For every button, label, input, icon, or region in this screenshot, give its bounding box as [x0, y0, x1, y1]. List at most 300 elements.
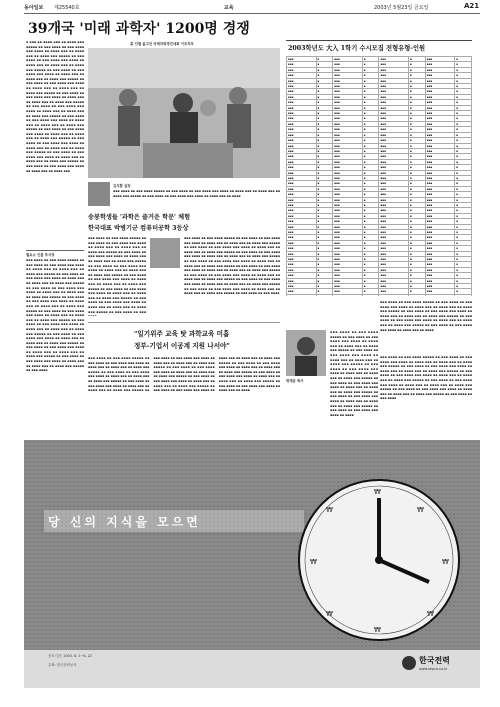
table-cell: ▪ — [362, 100, 379, 105]
table-cell: ▪ — [409, 219, 426, 224]
table-cell: ▪ — [409, 251, 426, 256]
table-cell — [455, 294, 472, 296]
table-cell: ▪▪▪ — [287, 251, 317, 256]
table-cell: ▪▪▪ — [287, 105, 317, 110]
table-cell: ▪ — [362, 235, 379, 240]
table-cell: ▪▪▪ — [379, 159, 409, 164]
issue-date: 2003년 5월23일 금요일 — [374, 5, 429, 11]
table-cell: ▪▪▪ — [287, 154, 317, 159]
table-cell: ▪ — [455, 89, 472, 94]
column-label: 월요소 인물 투서장 — [26, 250, 84, 257]
table-cell: ▪ — [362, 127, 379, 132]
table-cell: ▪▪▪ — [379, 192, 409, 197]
table-cell — [333, 294, 363, 296]
table-cell: ▪ — [409, 181, 426, 186]
table-cell: ▪ — [316, 175, 333, 180]
interview-photo-caption: 명재윤 박사 — [286, 379, 304, 383]
table-cell — [425, 294, 455, 296]
table-cell: ▪▪▪ — [379, 230, 409, 235]
table-cell: ▪▪▪ — [287, 224, 317, 229]
table-cell: ▪▪▪ — [425, 100, 455, 105]
table-cell: ▪▪▪ — [379, 186, 409, 191]
table-cell: ▪ — [409, 148, 426, 153]
table-cell: ▪▪▪ — [379, 240, 409, 245]
table-cell: ▪▪▪ — [425, 165, 455, 170]
table-cell: ▪ — [455, 143, 472, 148]
table-cell: ▪ — [362, 170, 379, 175]
svg-text:₩: ₩ — [427, 610, 434, 618]
table-cell: ▪▪▪ — [287, 197, 317, 202]
table-cell: ▪▪▪ — [425, 67, 455, 72]
table-cell: ▪ — [409, 84, 426, 89]
ad-brand: 한국전력 — [419, 655, 450, 665]
table-cell: ▪▪▪ — [333, 224, 363, 229]
table-cell: ▪ — [362, 121, 379, 126]
table-cell: ▪ — [316, 127, 333, 132]
table-cell: ▪ — [409, 257, 426, 262]
table-cell: ▪▪▪ — [379, 208, 409, 213]
table-cell: ▪▪▪ — [425, 235, 455, 240]
inset-portrait — [150, 238, 180, 268]
table-cell: ▪▪▪ — [287, 73, 317, 78]
table-cell: ▪▪▪ — [379, 273, 409, 278]
table-cell: ▪ — [316, 84, 333, 89]
table-cell: ▪ — [409, 208, 426, 213]
table-cell: ▪▪▪ — [287, 170, 317, 175]
table-cell: ▪ — [455, 224, 472, 229]
section-divider — [88, 322, 280, 323]
table-cell: ▪▪▪ — [333, 89, 363, 94]
table-cell: ▪ — [455, 208, 472, 213]
table-cell: ▪ — [409, 73, 426, 78]
table-cell: ▪ — [362, 78, 379, 83]
table-cell: ▪ — [409, 165, 426, 170]
paper-name: 동아일보 — [24, 5, 44, 11]
ad-info-2: 주최: 한국전력공사 — [48, 663, 77, 667]
table-cell: ▪ — [455, 213, 472, 218]
svg-text:₩: ₩ — [374, 488, 381, 496]
table-cell: ▪ — [455, 67, 472, 72]
table-cell: ▪▪▪ — [287, 159, 317, 164]
table-cell: ▪▪▪ — [333, 116, 363, 121]
table-cell: ▪▪▪ — [379, 284, 409, 289]
table-cell: ▪ — [409, 127, 426, 132]
table-cell: ▪▪▪ — [379, 165, 409, 170]
table-cell: ▪ — [362, 181, 379, 186]
table-cell: ▪ — [316, 230, 333, 235]
table-cell: ▪ — [316, 165, 333, 170]
table-cell: ▪▪▪ — [425, 143, 455, 148]
table-cell: ▪ — [409, 170, 426, 175]
table-cell: ▪▪▪ — [287, 84, 317, 89]
table-cell: ▪ — [362, 230, 379, 235]
table-cell: ▪▪▪ — [379, 267, 409, 272]
table-cell: ▪▪▪ — [287, 213, 317, 218]
table-cell: ▪ — [362, 197, 379, 202]
table-cell: ▪▪▪ — [425, 105, 455, 110]
table-cell: ▪▪▪ — [379, 289, 409, 294]
table-cell: ▪ — [316, 186, 333, 191]
table-cell: ▪▪▪ — [333, 67, 363, 72]
table-cell: ▪ — [409, 175, 426, 180]
edition-number: 제25540호 — [54, 5, 80, 11]
table-cell: ▪ — [316, 73, 333, 78]
lead-headline: 39개국 '미래 과학자' 1200명 경쟁 — [28, 21, 250, 37]
table-cell: ▪ — [316, 78, 333, 83]
table-cell: ▪ — [409, 230, 426, 235]
table-cell: ▪▪▪ — [379, 224, 409, 229]
table-cell: ▪▪▪ — [425, 94, 455, 99]
column-text: ▪▪▪ ▪▪▪▪ ▪▪ ▪▪▪ ▪▪▪▪ ▪▪▪▪▪ ▪▪ ▪▪▪ ▪▪▪▪ ▪▪ ▪▪▪ ▪▪▪▪ ▪▪▪ ▪▪▪▪ ▪▪ ▪▪▪▪ ▪▪▪ ▪▪ ▪▪▪▪ ▪▪▪ ▪▪ ▪▪▪▪ ▪▪▪ ▪▪▪▪▪ ▪▪ ▪▪▪ ▪▪▪▪ ▪▪ ▪▪▪ ▪▪▪▪ ▪▪▪ ▪▪▪▪ ▪▪ ▪▪▪▪ ▪▪▪ ▪▪ ▪▪▪▪ ▪▪▪ ▪▪ ▪▪▪▪ ▪▪▪ ▪▪▪▪▪ ▪▪ ▪▪▪ ▪▪▪▪ ▪▪ ▪▪▪ ▪▪▪▪ ▪▪▪ ▪▪▪▪ ▪▪ ▪▪▪▪ ▪▪▪ ▪▪ ▪▪▪▪ ▪▪▪ ▪▪ ▪▪▪▪ ▪▪▪ ▪▪▪▪▪ ▪▪ ▪▪▪ ▪▪▪▪ ▪▪ ▪▪▪ ▪▪▪▪ ▪▪▪ ▪▪▪▪ ▪▪ ▪▪▪▪ ▪▪▪ ▪▪ ▪▪▪▪ ▪▪▪ ▪▪ ▪▪▪▪ ▪▪▪ ▪▪▪▪▪ ▪▪ ▪▪▪ ▪▪▪▪ ▪▪ ▪▪▪ ▪▪▪▪ ▪▪▪ ▪▪▪▪ ▪▪ ▪▪▪▪ ▪▪▪ ▪▪ ▪▪▪▪ ▪▪▪ ▪▪ ▪▪▪▪ ▪▪▪ ▪▪▪▪▪ ▪▪ ▪▪▪ ▪▪▪▪ ▪▪ ▪▪▪ ▪▪▪▪ ▪▪▪ ▪▪▪▪ ▪▪ ▪▪▪▪ ▪▪▪ ▪▪ ▪▪▪▪ ▪▪▪ ▪▪ ▪▪▪▪ ▪▪▪ ▪▪▪▪▪ ▪▪ ▪▪▪ ▪▪▪▪ ▪▪ ▪▪▪ ▪▪▪▪ ▪▪▪ ▪▪▪▪ ▪▪ ▪▪▪▪ ▪▪▪ ▪▪ ▪▪▪▪ ▪▪▪ ▪▪ ▪▪▪▪ ▪▪▪ ▪▪▪▪▪ ▪▪ ▪▪▪ ▪▪▪▪ ▪▪ ▪▪▪ ▪▪▪▪ ▪▪▪ ▪▪▪▪ ▪▪ ▪▪▪▪ ▪▪▪ ▪▪ ▪▪▪▪ ▪▪▪ ▪▪ ▪▪▪▪ ▪▪▪ ▪▪▪▪▪ ▪▪ ▪▪▪ ▪▪▪▪ ▪▪ ▪▪▪ ▪▪▪▪ ▪▪▪ ▪▪▪▪ ▪▪ ▪▪▪▪ ▪▪▪ ▪▪ ▪▪▪▪ ▪▪▪ ▪▪ ▪▪▪▪ ▪▪▪ ▪▪▪▪▪ ▪▪ ▪▪▪ ▪▪▪▪ — [26, 258, 84, 373]
table-cell: ▪ — [455, 132, 472, 137]
table-cell: ▪ — [409, 278, 426, 283]
table-cell: ▪ — [316, 235, 333, 240]
table-cell: ▪▪▪ — [425, 289, 455, 294]
table-cell: ▪▪▪ — [379, 57, 409, 62]
table-cell: ▪▪▪ — [333, 192, 363, 197]
table-cell: ▪▪▪ — [287, 273, 317, 278]
table-cell: ▪▪▪ — [287, 235, 317, 240]
table-cell: ▪▪▪ — [333, 197, 363, 202]
table-cell: ▪ — [362, 257, 379, 262]
table-cell: ▪ — [316, 57, 333, 62]
table-cell: ▪▪▪ — [287, 289, 317, 294]
interview-portrait — [286, 330, 326, 376]
table-cell: ▪ — [409, 240, 426, 245]
table-cell: ▪ — [316, 208, 333, 213]
table-cell: ▪▪▪ — [287, 208, 317, 213]
admissions-table — [286, 56, 472, 296]
table-cell: ▪▪▪ — [379, 143, 409, 148]
table-cell: ▪▪▪ — [287, 181, 317, 186]
table-cell: ▪▪▪ — [425, 186, 455, 191]
table-cell: ▪▪▪ — [425, 89, 455, 94]
table-cell: ▪ — [409, 143, 426, 148]
table-cell: ▪ — [316, 246, 333, 251]
table-cell: ▪ — [409, 62, 426, 67]
table-cell: ▪▪▪ — [287, 240, 317, 245]
table-cell: ▪▪▪ — [333, 170, 363, 175]
table-cell: ▪ — [362, 192, 379, 197]
lead-article-column: ▪ ▪▪▪ ▪▪ ▪▪▪▪ ▪▪▪ ▪▪ ▪▪▪▪ ▪▪▪ ▪▪▪▪▪ ▪▪ ▪▪▪ ▪▪▪▪ ▪▪ ▪▪▪ ▪▪▪▪ ▪▪▪ ▪▪▪▪ ▪▪ ▪▪▪▪ ▪▪▪ ▪▪ ▪▪▪▪ ▪▪▪ ▪▪ ▪▪▪▪ ▪▪▪ ▪▪▪▪▪ ▪▪ ▪▪▪ ▪▪▪▪ ▪▪ ▪▪▪ ▪▪▪▪ ▪▪▪ ▪▪▪▪ ▪▪ ▪▪▪▪ ▪▪▪ ▪▪ ▪▪▪▪ ▪▪▪ ▪▪ ▪▪▪▪ ▪▪▪ ▪▪▪▪▪ ▪▪ ▪▪▪ ▪▪▪▪ ▪▪ ▪▪▪ ▪▪▪▪ ▪▪▪ ▪▪▪▪ ▪▪ ▪▪▪▪ ▪▪▪ ▪▪ ▪▪▪▪ ▪▪▪ ▪▪ ▪▪▪▪ ▪▪▪ ▪▪▪▪▪ ▪▪ ▪▪▪ ▪▪▪▪ ▪▪ ▪▪▪ ▪▪▪▪ ▪▪▪ ▪▪▪▪ ▪▪ ▪▪▪▪ ▪▪▪ ▪▪ ▪▪▪▪ ▪▪▪ ▪▪ ▪▪▪▪ ▪▪▪ ▪▪▪▪▪ ▪▪ ▪▪▪ ▪▪▪▪ ▪▪ ▪▪▪ ▪▪▪▪ ▪▪▪ ▪▪▪▪ ▪▪ ▪▪▪▪ ▪▪▪ ▪▪ ▪▪▪▪ ▪▪▪ ▪▪ ▪▪▪▪ ▪▪▪ ▪▪▪▪▪ ▪▪ ▪▪▪ ▪▪▪▪ ▪▪ ▪▪▪ ▪▪▪▪ ▪▪▪ ▪▪▪▪ ▪▪ ▪▪▪▪ ▪▪▪ ▪▪ ▪▪▪▪ ▪▪▪ ▪▪ ▪▪▪▪ ▪▪▪ ▪▪▪▪▪ ▪▪ ▪▪▪ ▪▪▪▪ ▪▪ ▪▪▪ ▪▪▪▪ ▪▪▪ ▪▪▪▪ ▪▪ ▪▪▪▪ ▪▪▪ ▪▪ ▪▪▪▪ ▪▪▪ ▪▪ ▪▪▪▪ ▪▪▪ ▪▪▪▪▪ ▪▪ ▪▪▪ ▪▪▪▪ ▪▪ ▪▪▪ ▪▪▪▪ ▪▪▪ ▪▪▪▪ ▪▪ ▪▪▪▪ ▪▪▪ ▪▪ ▪▪▪▪ ▪▪▪ ▪▪ ▪▪▪▪ ▪▪▪ ▪▪▪▪▪ ▪▪ ▪▪▪ ▪▪▪▪ ▪▪ ▪▪▪ ▪▪▪▪ ▪▪▪ ▪▪▪▪ ▪▪ ▪▪▪▪ ▪▪▪ ▪▪ ▪▪▪▪ ▪▪▪ ▪▪ ▪▪▪▪ ▪▪▪ ▪▪▪▪▪ ▪▪ ▪▪▪ ▪▪▪▪ ▪▪ ▪▪▪ ▪▪▪▪ ▪▪▪ ▪▪▪▪ ▪▪ ▪▪▪▪ ▪▪▪ ▪▪ ▪▪▪▪ ▪▪▪ ▪▪ ▪▪▪▪ ▪▪▪ ▪▪▪▪▪ ▪▪ ▪▪▪ ▪▪▪▪ ▪▪ ▪▪▪ ▪▪▪▪ ▪▪▪ ▪▪▪▪ ▪▪ ▪▪▪▪ ▪▪▪ ▪▪ ▪▪▪▪ ▪▪▪ — [26, 40, 84, 173]
svg-text:₩: ₩ — [417, 506, 424, 514]
table-cell: ▪ — [409, 159, 426, 164]
table-cell: ▪ — [409, 100, 426, 105]
table-cell: ▪ — [455, 235, 472, 240]
table-cell: ▪▪▪ — [333, 111, 363, 116]
svg-text:₩: ₩ — [442, 558, 449, 566]
caption-portrait — [88, 182, 110, 206]
table-cell: ▪ — [362, 246, 379, 251]
table-cell: ▪ — [362, 94, 379, 99]
table-cell: ▪ — [362, 165, 379, 170]
ad-info-1: 응모기간: 2003. 6. 1~6. 22 — [48, 654, 93, 658]
table-cell: ▪▪▪ — [333, 251, 363, 256]
table-cell: ▪ — [409, 78, 426, 83]
advertisement — [24, 440, 480, 688]
table-row — [287, 294, 472, 296]
table-cell: ▪▪▪ — [379, 89, 409, 94]
table-cell: ▪ — [362, 262, 379, 267]
table-cell: ▪ — [455, 62, 472, 67]
table-cell: ▪▪▪ — [333, 143, 363, 148]
table-cell: ▪ — [362, 132, 379, 137]
ad-url: www.kepco.co.kr — [419, 667, 448, 671]
table-cell: ▪▪▪ — [287, 186, 317, 191]
table-cell: ▪▪▪ — [379, 219, 409, 224]
table-cell: ▪ — [316, 111, 333, 116]
table-cell: ▪▪▪ — [333, 202, 363, 207]
table-cell: ▪▪▪ — [287, 138, 317, 143]
table-cell: ▪▪▪ — [379, 251, 409, 256]
lead-photo — [88, 48, 280, 178]
table-cell: ▪ — [455, 197, 472, 202]
table-cell: ▪▪▪ — [287, 89, 317, 94]
table-cell: ▪▪▪ — [333, 235, 363, 240]
table-cell: ▪▪▪ — [287, 202, 317, 207]
interview-headline-1: "일기위주 교육 탓 과학교육 미흡 — [134, 330, 230, 338]
table-cell: ▪▪▪ — [425, 78, 455, 83]
table-cell: ▪▪▪ — [379, 278, 409, 283]
table-cell: ▪ — [316, 257, 333, 262]
table-cell: ▪▪▪ — [379, 197, 409, 202]
table-cell: ▪ — [316, 105, 333, 110]
table-cell: ▪ — [362, 57, 379, 62]
svg-text:₩: ₩ — [374, 626, 381, 634]
table-cell: ▪▪▪ — [379, 105, 409, 110]
table-cell: ▪ — [455, 170, 472, 175]
table-cell: ▪▪▪ — [425, 202, 455, 207]
table-cell: ▪▪▪ — [425, 192, 455, 197]
table-cell: ▪ — [362, 159, 379, 164]
table-cell: ▪▪▪ — [333, 289, 363, 294]
table-cell: ▪▪▪ — [425, 208, 455, 213]
table-cell: ▪ — [409, 154, 426, 159]
table-cell: ▪▪▪ — [287, 175, 317, 180]
table-cell: ▪ — [316, 94, 333, 99]
table-cell: ▪ — [455, 105, 472, 110]
table-cell: ▪ — [455, 230, 472, 235]
table-cell: ▪ — [316, 62, 333, 67]
table-cell: ▪ — [316, 100, 333, 105]
table-cell: ▪ — [409, 197, 426, 202]
table-cell: ▪▪▪ — [333, 100, 363, 105]
table-cell: ▪ — [316, 213, 333, 218]
table-cell: ▪ — [455, 159, 472, 164]
table-cell: ▪ — [455, 127, 472, 132]
table-cell: ▪ — [316, 159, 333, 164]
table-cell: ▪▪▪ — [425, 159, 455, 164]
table-cell: ▪ — [316, 143, 333, 148]
table-cell: ▪ — [362, 154, 379, 159]
table-cell: ▪ — [409, 224, 426, 229]
table-cell: ▪▪▪ — [379, 262, 409, 267]
portrait-graphic — [286, 330, 326, 376]
table-cell: ▪ — [362, 208, 379, 213]
table-cell — [362, 294, 379, 296]
masthead — [24, 2, 480, 14]
table-cell: ▪▪▪ — [333, 84, 363, 89]
table-cell: ▪ — [455, 262, 472, 267]
page-number: A21 — [464, 2, 480, 10]
table-cell: ▪▪▪ — [333, 127, 363, 132]
table-cell: ▪▪▪ — [287, 278, 317, 283]
table-cell: ▪ — [362, 202, 379, 207]
ad-artwork — [24, 440, 480, 688]
table-cell: ▪ — [316, 170, 333, 175]
table-cell: ▪▪▪ — [333, 121, 363, 126]
lead-kicker: 美 인텔 올고년 국제과학경진대회 이모저모 — [130, 42, 194, 46]
table-cell: ▪▪▪ — [379, 94, 409, 99]
side-text-1: ▪▪▪ ▪▪▪▪ ▪▪ ▪▪▪ ▪▪▪▪ ▪▪▪▪▪ ▪▪ ▪▪▪ ▪▪▪▪ ▪▪ ▪▪▪ ▪▪▪▪ ▪▪▪ ▪▪▪▪ ▪▪ ▪▪▪▪ ▪▪▪ ▪▪ ▪▪▪▪ ▪▪▪ ▪▪ ▪▪▪▪ ▪▪▪ ▪▪▪▪▪ ▪▪ ▪▪▪ ▪▪▪▪ ▪▪ ▪▪▪ ▪▪▪▪ ▪▪▪ ▪▪▪▪ ▪▪ ▪▪▪▪ ▪▪▪ ▪▪ ▪▪▪▪ ▪▪▪ ▪▪ ▪▪▪▪ ▪▪▪ ▪▪▪▪▪ ▪▪ ▪▪▪ ▪▪▪▪ ▪▪ ▪▪▪ ▪▪▪▪ ▪▪▪ ▪▪▪▪ ▪▪ ▪▪▪▪ ▪▪▪ ▪▪ ▪▪▪▪ ▪▪▪ ▪▪ ▪▪▪▪ ▪▪▪ ▪▪▪▪▪ ▪▪ ▪▪▪ ▪▪▪▪ ▪▪ ▪▪▪ ▪▪▪▪ ▪▪▪ ▪▪▪▪ ▪▪ ▪▪▪▪ ▪▪▪ ▪▪ ▪▪▪▪ — [380, 300, 472, 332]
table-cell: ▪ — [409, 273, 426, 278]
table-cell: ▪▪▪ — [333, 284, 363, 289]
table-cell: ▪ — [316, 284, 333, 289]
table-cell: ▪▪▪ — [333, 246, 363, 251]
table-cell: ▪ — [362, 240, 379, 245]
table-cell: ▪ — [409, 192, 426, 197]
table-cell: ▪▪▪ — [425, 197, 455, 202]
table-cell: ▪▪▪ — [379, 246, 409, 251]
table-cell: ▪ — [362, 186, 379, 191]
table-cell: ▪▪▪ — [379, 73, 409, 78]
table-cell: ▪ — [362, 143, 379, 148]
table-cell: ▪▪▪ — [379, 84, 409, 89]
table-cell: ▪ — [316, 138, 333, 143]
table-cell: ▪▪▪ — [379, 235, 409, 240]
lead-article-column-2: ▪▪▪ ▪▪▪▪ ▪▪ ▪▪▪ ▪▪▪▪ ▪▪▪▪▪ ▪▪ ▪▪▪ ▪▪▪▪ ▪▪ ▪▪▪ ▪▪▪▪ ▪▪▪ ▪▪▪▪ ▪▪ ▪▪▪▪ ▪▪▪ ▪▪ ▪▪▪▪ ▪▪▪ ▪▪ ▪▪▪▪ ▪▪▪ ▪▪▪▪▪ ▪▪ ▪▪▪ ▪▪▪▪ ▪▪ ▪▪▪ ▪▪▪▪ ▪▪▪ ▪▪▪▪ ▪▪ ▪▪▪▪ ▪▪▪ ▪▪ ▪▪▪▪ ▪▪▪ ▪▪ ▪▪▪▪ ▪▪▪ ▪▪▪▪▪ ▪▪ ▪▪▪ ▪▪▪▪ ▪▪ ▪▪▪ ▪▪▪▪ ▪▪▪ ▪▪▪▪ ▪▪ ▪▪▪▪ ▪▪▪ ▪▪ ▪▪▪▪ ▪▪▪ ▪▪ ▪▪▪▪ ▪▪▪ ▪▪▪▪▪ ▪▪ ▪▪▪ ▪▪▪▪ ▪▪ ▪▪▪ ▪▪▪▪ ▪▪▪ ▪▪▪▪ ▪▪ ▪▪▪▪ ▪▪▪ ▪▪ ▪▪▪▪ ▪▪▪ ▪▪ ▪▪▪▪ ▪▪▪ ▪▪▪▪▪ ▪▪ ▪▪▪ ▪▪▪▪ ▪▪ ▪▪▪ ▪▪▪▪ ▪▪▪ ▪▪▪▪ ▪▪ ▪▪▪▪ ▪▪▪ ▪▪ ▪▪▪▪ ▪▪▪ ▪▪ ▪▪▪▪ ▪▪▪ ▪▪▪▪▪ ▪▪ ▪▪▪ ▪▪▪▪ ▪▪ ▪▪▪ ▪▪▪▪ ▪▪▪ ▪▪▪▪ ▪▪ ▪▪▪▪ ▪▪▪ ▪▪ ▪▪▪▪ ▪▪▪ ▪▪ ▪▪▪▪ ▪▪▪ ▪▪▪▪▪ ▪▪ ▪▪▪ ▪▪▪▪ ▪▪ ▪▪▪ — [88, 236, 146, 314]
table-cell: ▪▪▪ — [379, 62, 409, 67]
table-cell: ▪ — [455, 278, 472, 283]
table-cell: ▪▪▪ — [287, 100, 317, 105]
admissions-table-grid — [286, 56, 472, 296]
table-cell: ▪▪▪ — [425, 273, 455, 278]
table-cell: ▪ — [362, 219, 379, 224]
table-cell: ▪▪▪ — [379, 132, 409, 137]
table-cell: ▪ — [409, 267, 426, 272]
lead-article-column-3: ▪▪▪ ▪▪▪▪ ▪▪ ▪▪▪ ▪▪▪▪ ▪▪▪▪▪ ▪▪ ▪▪▪ ▪▪▪▪ ▪▪ ▪▪▪ ▪▪▪▪ ▪▪▪ ▪▪▪▪ ▪▪ ▪▪▪▪ ▪▪▪ ▪▪ ▪▪▪▪ ▪▪▪ ▪▪ ▪▪▪▪ ▪▪▪ ▪▪▪▪▪ ▪▪ ▪▪▪ ▪▪▪▪ ▪▪ ▪▪▪ ▪▪▪▪ ▪▪▪ ▪▪▪▪ ▪▪ ▪▪▪▪ ▪▪▪ ▪▪ ▪▪▪▪ ▪▪▪ ▪▪ ▪▪▪▪ ▪▪▪ ▪▪▪▪▪ ▪▪ ▪▪▪ ▪▪▪▪ ▪▪ ▪▪▪ ▪▪▪▪ ▪▪▪ ▪▪▪▪ ▪▪ ▪▪▪▪ ▪▪▪ ▪▪ ▪▪▪▪ ▪▪▪ ▪▪ ▪▪▪▪ ▪▪▪ ▪▪▪▪▪ ▪▪ ▪▪▪ ▪▪▪▪ ▪▪ ▪▪▪ ▪▪▪▪ ▪▪▪ ▪▪▪▪ ▪▪ ▪▪▪▪ ▪▪▪ ▪▪ ▪▪▪▪ ▪▪▪ ▪▪ ▪▪▪▪ ▪▪▪ ▪▪▪▪▪ ▪▪ ▪▪▪ ▪▪▪▪ ▪▪ ▪▪▪ ▪▪▪▪ ▪▪▪ ▪▪▪▪ ▪▪ ▪▪▪▪ ▪▪▪ ▪▪ ▪▪▪▪ ▪▪▪ ▪▪ ▪▪▪▪ ▪▪▪ ▪▪▪▪▪ ▪▪ ▪▪▪ ▪▪▪▪ ▪▪ ▪▪▪ ▪▪▪▪ ▪▪▪ ▪▪▪▪ ▪▪ ▪▪▪▪ ▪▪▪ ▪▪ ▪▪▪▪ ▪▪▪ ▪▪ ▪▪▪▪ ▪▪▪ ▪▪▪▪▪ ▪▪ ▪▪▪ ▪▪▪▪ ▪▪ ▪▪▪ ▪▪▪▪ ▪▪▪ ▪▪▪▪ ▪▪ ▪▪▪▪ ▪▪▪ ▪▪ ▪▪▪▪ ▪▪▪ ▪▪ ▪▪▪▪ ▪▪▪ ▪▪▪▪▪ ▪▪ ▪▪▪ ▪▪▪▪ ▪▪ ▪▪▪ ▪▪▪▪ ▪▪▪ ▪▪▪▪ ▪▪ ▪▪▪▪ ▪▪▪ ▪▪ ▪▪▪▪ ▪▪▪ ▪▪ ▪▪▪▪ ▪▪▪ ▪▪▪▪▪ ▪▪ ▪▪▪ ▪▪▪▪ ▪▪ ▪▪▪ ▪▪▪▪ — [184, 236, 280, 296]
table-cell: ▪ — [409, 202, 426, 207]
kepco-logo-icon — [402, 656, 416, 670]
table-cell: ▪▪▪ — [425, 62, 455, 67]
table-cell: ▪▪▪ — [379, 78, 409, 83]
table-cell: ▪▪▪ — [425, 73, 455, 78]
interview-headline-2: 정부-기업서 이공계 지원 나서야" — [134, 342, 230, 350]
table-cell: ▪ — [409, 262, 426, 267]
table-cell: ▪▪▪ — [333, 175, 363, 180]
table-cell: ▪▪▪ — [333, 278, 363, 283]
table-cell: ▪ — [362, 289, 379, 294]
table-cell: ▪▪▪ — [379, 257, 409, 262]
table-cell: ▪ — [362, 273, 379, 278]
table-cell: ▪ — [409, 132, 426, 137]
table-cell: ▪▪▪ — [425, 111, 455, 116]
table-cell: ▪ — [455, 267, 472, 272]
table-cell: ▪ — [362, 267, 379, 272]
table-cell: ▪▪▪ — [333, 208, 363, 213]
table-cell: ▪▪▪ — [333, 273, 363, 278]
table-cell: ▪▪▪ — [425, 230, 455, 235]
table-cell: ▪▪▪ — [333, 62, 363, 67]
table-cell: ▪ — [409, 138, 426, 143]
table-cell: ▪ — [316, 132, 333, 137]
table-cell: ▪▪▪ — [425, 132, 455, 137]
table-cell: ▪ — [362, 278, 379, 283]
table-cell: ▪▪▪ — [379, 100, 409, 105]
table-cell: ▪▪▪ — [333, 257, 363, 262]
table-cell: ▪▪▪ — [379, 67, 409, 72]
table-cell: ▪ — [316, 121, 333, 126]
table-cell: ▪ — [455, 273, 472, 278]
table-cell: ▪ — [455, 240, 472, 245]
table-cell: ▪ — [316, 116, 333, 121]
table-cell: ▪ — [455, 154, 472, 159]
table-cell: ▪ — [362, 138, 379, 143]
table-cell: ▪ — [362, 251, 379, 256]
table-cell: ▪▪▪ — [379, 213, 409, 218]
table-cell: ▪ — [409, 89, 426, 94]
table-cell: ▪▪▪ — [333, 154, 363, 159]
table-cell: ▪ — [455, 181, 472, 186]
table-cell: ▪▪▪ — [333, 78, 363, 83]
table-cell: ▪ — [316, 192, 333, 197]
table-cell: ▪ — [455, 116, 472, 121]
table-cell — [409, 294, 426, 296]
table-cell: ▪ — [455, 138, 472, 143]
table-cell: ▪ — [316, 148, 333, 153]
crowd-photo-graphic — [88, 48, 280, 178]
table-cell: ▪ — [316, 224, 333, 229]
table-cell: ▪▪▪ — [333, 181, 363, 186]
table-cell: ▪ — [455, 121, 472, 126]
table-cell: ▪▪▪ — [333, 148, 363, 153]
table-cell: ▪▪▪ — [333, 94, 363, 99]
table-cell: ▪ — [455, 257, 472, 262]
table-cell: ▪ — [455, 148, 472, 153]
section-label: 교육 — [224, 5, 234, 11]
table-cell: ▪ — [455, 289, 472, 294]
table-cell: ▪▪▪ — [425, 246, 455, 251]
table-cell: ▪ — [409, 116, 426, 121]
table-cell: ▪▪▪ — [379, 116, 409, 121]
table-cell: ▪ — [455, 251, 472, 256]
table-cell: ▪ — [316, 278, 333, 283]
table-cell: ▪▪▪ — [333, 73, 363, 78]
table-cell: ▪ — [362, 67, 379, 72]
table-cell: ▪ — [316, 89, 333, 94]
table-cell: ▪▪▪ — [425, 116, 455, 121]
sub-headline-2: 한국대표 박병기군 컴퓨터공학 3등상 — [88, 225, 189, 232]
table-cell: ▪ — [362, 284, 379, 289]
table-cell: ▪▪▪ — [333, 262, 363, 267]
table-cell: ▪ — [316, 262, 333, 267]
table-cell: ▪ — [455, 73, 472, 78]
admissions-table-heading: 2003학년도 大入 1학기 수시모집 전형유형-인원 — [288, 45, 426, 52]
table-cell: ▪▪▪ — [287, 94, 317, 99]
ad-slogan: 당 신의 지식을 모으면 — [48, 515, 201, 529]
table-cell: ▪ — [409, 235, 426, 240]
table-cell: ▪ — [316, 154, 333, 159]
table-cell: ▪▪▪ — [379, 202, 409, 207]
table-cell: ▪▪▪ — [425, 154, 455, 159]
table-cell: ▪ — [362, 213, 379, 218]
table-cell: ▪▪▪ — [287, 121, 317, 126]
table-cell: ▪▪▪ — [287, 67, 317, 72]
table-cell: ▪ — [409, 289, 426, 294]
sub-headline-1: 송봉학생들 '과학은 즐거운 학문' 체험 — [88, 214, 191, 221]
table-cell: ▪ — [316, 267, 333, 272]
table-cell: ▪ — [316, 67, 333, 72]
